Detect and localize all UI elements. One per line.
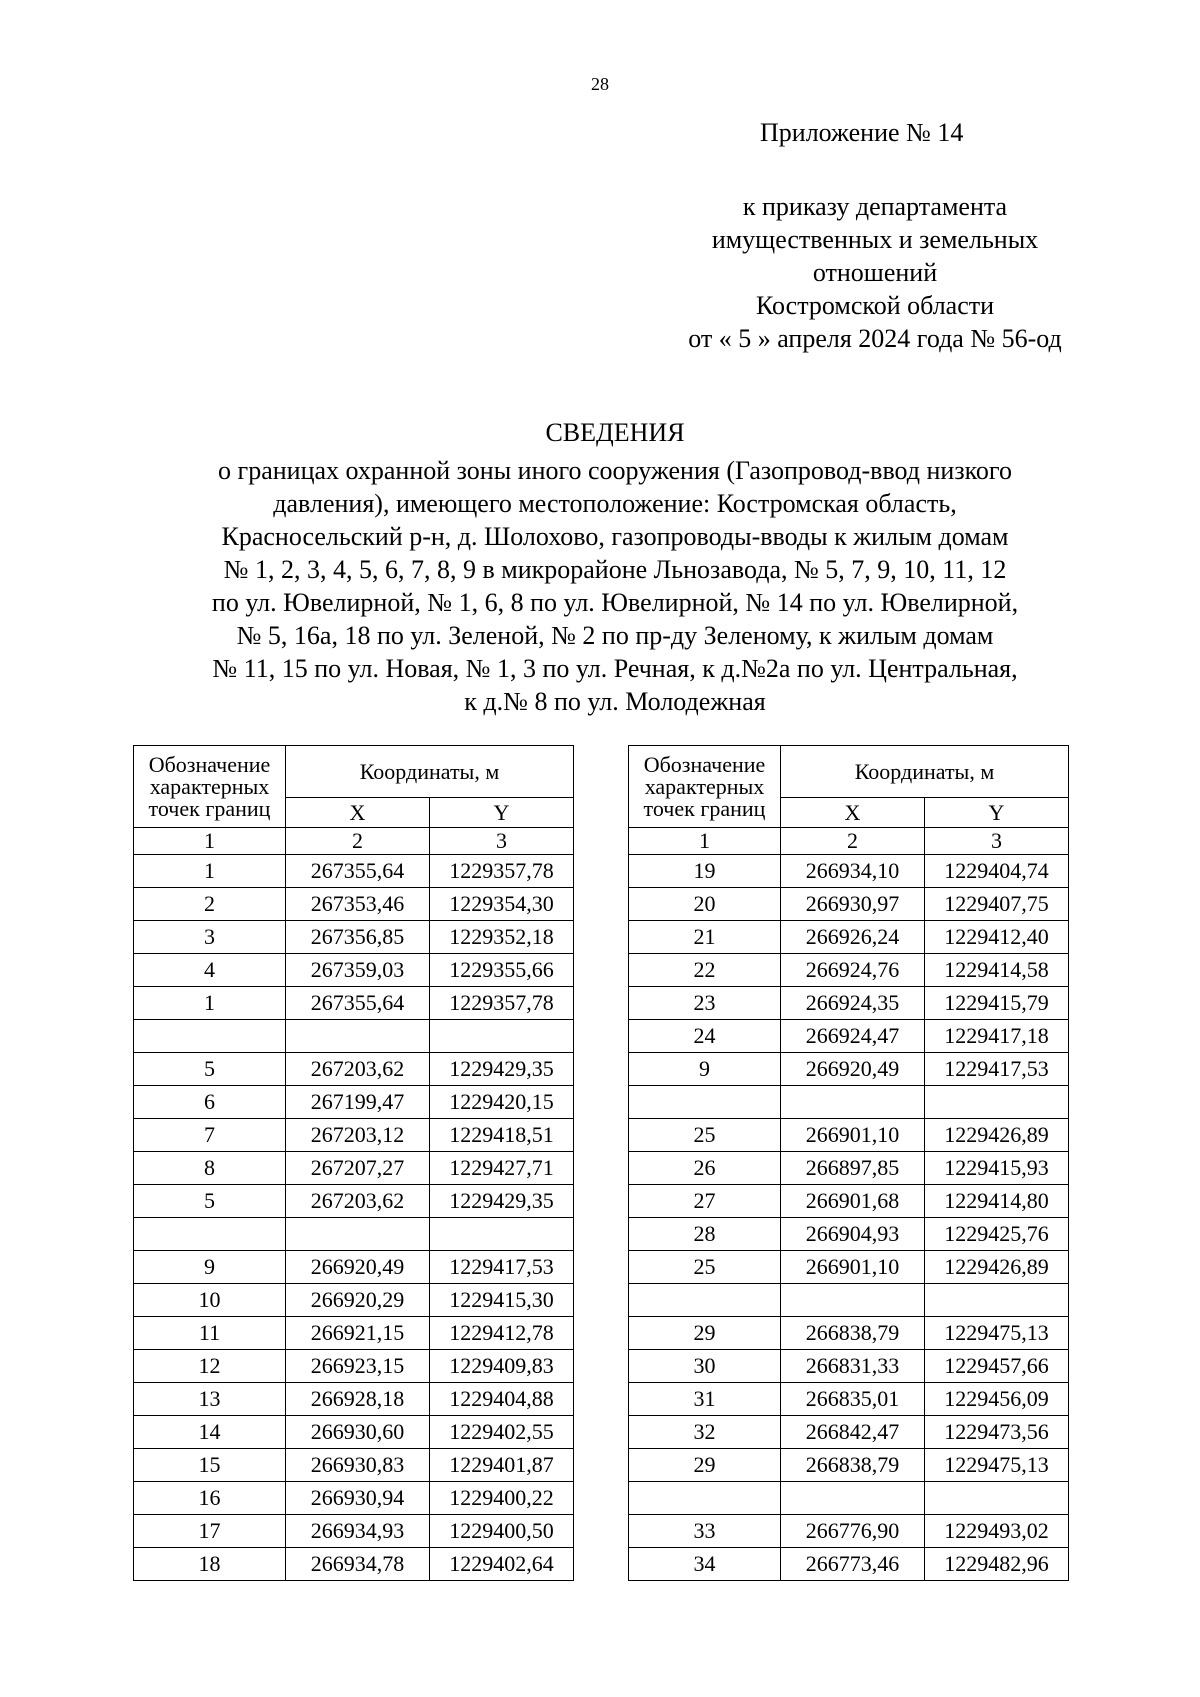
point-number-cell: 18 — [134, 1548, 286, 1581]
order-line: от « 5 » апреля 2024 года № 56-од — [688, 324, 1062, 353]
point-number-cell — [134, 1218, 286, 1251]
x-coordinate-cell: 267355,64 — [286, 855, 430, 888]
table-row — [629, 1053, 1069, 1086]
x-coordinate-cell: 266921,15 — [286, 1317, 430, 1350]
table-row — [629, 1449, 1069, 1482]
header-line: характерных — [644, 773, 765, 799]
document-subtitle — [150, 454, 1080, 718]
x-coordinate-cell: 267207,27 — [286, 1152, 430, 1185]
point-number-cell: 7 — [134, 1119, 286, 1152]
table-row — [134, 954, 574, 987]
x-coordinate-cell: 267199,47 — [286, 1086, 430, 1119]
point-number-cell: 25 — [629, 1251, 781, 1284]
point-number-cell: 26 — [629, 1152, 781, 1185]
table-row — [134, 888, 574, 921]
table-body-right — [629, 855, 1069, 1581]
y-coordinate-cell: 1229404,88 — [430, 1383, 574, 1416]
x-coordinate-cell — [781, 1482, 925, 1515]
coordinates-header: Координаты, м — [286, 746, 574, 798]
y-coordinate-cell — [925, 1086, 1069, 1119]
point-number-cell: 10 — [134, 1284, 286, 1317]
x-coordinate-cell: 266930,94 — [286, 1482, 430, 1515]
table-row — [134, 1218, 574, 1251]
point-number-cell: 15 — [134, 1449, 286, 1482]
y-coordinate-cell: 1229400,50 — [430, 1515, 574, 1548]
point-number-cell: 24 — [629, 1020, 781, 1053]
point-number-cell: 20 — [629, 888, 781, 921]
point-number-cell — [629, 1482, 781, 1515]
point-number-cell: 8 — [134, 1152, 286, 1185]
subtitle-line: о границах охранной зоны иного сооружения (Газопровод-ввод низкого — [218, 456, 1012, 485]
x-coordinate-cell — [286, 1020, 430, 1053]
table-row — [134, 1020, 574, 1053]
x-coordinate-cell — [781, 1086, 925, 1119]
column-number: 3 — [925, 828, 1069, 855]
x-coordinate-cell: 266928,18 — [286, 1383, 430, 1416]
table-row — [629, 954, 1069, 987]
x-coordinate-cell: 266934,78 — [286, 1548, 430, 1581]
y-coordinate-cell: 1229357,78 — [430, 987, 574, 1020]
coordinates-table-right — [628, 745, 1069, 1581]
x-header: X — [286, 798, 430, 828]
column-number: 2 — [286, 828, 430, 855]
point-number-cell: 25 — [629, 1119, 781, 1152]
table-row — [629, 1548, 1069, 1581]
order-line: к приказу департамента — [742, 192, 1008, 221]
table-row — [134, 1053, 574, 1086]
point-number-cell: 27 — [629, 1185, 781, 1218]
y-coordinate-cell: 1229420,15 — [430, 1086, 574, 1119]
point-number-cell — [629, 1086, 781, 1119]
point-number-cell: 9 — [134, 1251, 286, 1284]
table-row — [134, 1185, 574, 1218]
y-coordinate-cell: 1229473,56 — [925, 1416, 1069, 1449]
point-number-cell: 11 — [134, 1317, 286, 1350]
header-line: Обозначение — [643, 751, 766, 777]
table-row — [134, 855, 574, 888]
y-coordinate-cell: 1229417,53 — [430, 1251, 574, 1284]
y-coordinate-cell: 1229407,75 — [925, 888, 1069, 921]
order-reference — [640, 190, 1110, 355]
x-coordinate-cell: 266924,47 — [781, 1020, 925, 1053]
y-coordinate-cell: 1229427,71 — [430, 1152, 574, 1185]
column-number: 1 — [629, 828, 781, 855]
y-coordinate-cell — [925, 1284, 1069, 1317]
y-coordinate-cell: 1229401,87 — [430, 1449, 574, 1482]
point-number-cell: 13 — [134, 1383, 286, 1416]
table-row — [134, 1449, 574, 1482]
header-line: точек границ — [148, 795, 271, 821]
table-row — [134, 921, 574, 954]
x-coordinate-cell: 266920,29 — [286, 1284, 430, 1317]
point-number-cell — [629, 1284, 781, 1317]
point-number-cell: 28 — [629, 1218, 781, 1251]
y-coordinate-cell: 1229418,51 — [430, 1119, 574, 1152]
point-number-cell: 29 — [629, 1317, 781, 1350]
table-row — [629, 921, 1069, 954]
y-coordinate-cell — [925, 1482, 1069, 1515]
y-coordinate-cell: 1229354,30 — [430, 888, 574, 921]
table-row — [629, 1482, 1069, 1515]
point-number-cell: 33 — [629, 1515, 781, 1548]
y-coordinate-cell: 1229357,78 — [430, 855, 574, 888]
y-coordinate-cell — [430, 1218, 574, 1251]
y-coordinate-cell: 1229402,55 — [430, 1416, 574, 1449]
y-coordinate-cell: 1229404,74 — [925, 855, 1069, 888]
table-row — [134, 1383, 574, 1416]
y-coordinate-cell: 1229412,40 — [925, 921, 1069, 954]
table-row — [629, 1317, 1069, 1350]
x-coordinate-cell: 266924,35 — [781, 987, 925, 1020]
y-coordinate-cell: 1229412,78 — [430, 1317, 574, 1350]
x-coordinate-cell: 266923,15 — [286, 1350, 430, 1383]
y-coordinate-cell: 1229426,89 — [925, 1119, 1069, 1152]
y-coordinate-cell: 1229352,18 — [430, 921, 574, 954]
point-number-cell: 1 — [134, 987, 286, 1020]
table-row — [134, 1251, 574, 1284]
subtitle-line: № 11, 15 по ул. Новая, № 1, 3 по ул. Речная, к д.№2а по ул. Центральная, — [212, 654, 1018, 683]
y-coordinate-cell: 1229429,35 — [430, 1053, 574, 1086]
y-header: Y — [430, 798, 574, 828]
point-label-header — [629, 746, 781, 828]
x-coordinate-cell: 266897,85 — [781, 1152, 925, 1185]
x-coordinate-cell: 266831,33 — [781, 1350, 925, 1383]
table-row — [629, 1218, 1069, 1251]
x-coordinate-cell: 266920,49 — [286, 1251, 430, 1284]
table-row — [629, 1515, 1069, 1548]
x-coordinate-cell: 266773,46 — [781, 1548, 925, 1581]
table-row — [134, 1086, 574, 1119]
y-coordinate-cell: 1229414,58 — [925, 954, 1069, 987]
x-coordinate-cell: 267203,62 — [286, 1053, 430, 1086]
y-coordinate-cell: 1229355,66 — [430, 954, 574, 987]
y-coordinate-cell: 1229493,02 — [925, 1515, 1069, 1548]
order-line: Костромской области — [755, 291, 995, 320]
point-number-cell: 21 — [629, 921, 781, 954]
point-number-cell: 12 — [134, 1350, 286, 1383]
coordinates-table-left — [133, 745, 574, 1581]
x-coordinate-cell — [286, 1218, 430, 1251]
y-coordinate-cell: 1229414,80 — [925, 1185, 1069, 1218]
table-row — [134, 1317, 574, 1350]
point-number-cell: 31 — [629, 1383, 781, 1416]
x-coordinate-cell: 266838,79 — [781, 1317, 925, 1350]
coordinates-header: Координаты, м — [781, 746, 1069, 798]
x-coordinate-cell: 266901,10 — [781, 1119, 925, 1152]
table-row — [629, 1383, 1069, 1416]
y-coordinate-cell: 1229475,13 — [925, 1317, 1069, 1350]
x-coordinate-cell: 266930,83 — [286, 1449, 430, 1482]
x-coordinate-cell: 266934,10 — [781, 855, 925, 888]
x-coordinate-cell: 267359,03 — [286, 954, 430, 987]
order-line: отношений — [812, 258, 938, 287]
point-number-cell: 1 — [134, 855, 286, 888]
order-line: имущественных и земельных — [711, 225, 1039, 254]
point-number-cell: 5 — [134, 1185, 286, 1218]
y-coordinate-cell: 1229426,89 — [925, 1251, 1069, 1284]
point-label-header — [134, 746, 286, 828]
subtitle-line: по ул. Ювелирной, № 1, 6, 8 по ул. Ювелирной, № 14 по ул. Ювелирной, — [211, 588, 1019, 617]
table-body-left — [134, 855, 574, 1581]
x-coordinate-cell: 266920,49 — [781, 1053, 925, 1086]
table-row — [629, 855, 1069, 888]
subtitle-line: № 1, 2, 3, 4, 5, 6, 7, 8, 9 в микрорайоне Льнозавода, № 5, 7, 9, 10, 11, 12 — [223, 555, 1007, 584]
appendix-title: Приложение № 14 — [760, 118, 964, 147]
point-number-cell: 3 — [134, 921, 286, 954]
header-line: характерных — [149, 773, 270, 799]
table-row — [134, 1416, 574, 1449]
subtitle-line: № 5, 16а, 18 по ул. Зеленой, № 2 по пр-ду Зеленому, к жилым домам — [236, 621, 994, 650]
y-coordinate-cell — [430, 1020, 574, 1053]
x-coordinate-cell: 266838,79 — [781, 1449, 925, 1482]
column-number: 2 — [781, 828, 925, 855]
x-header: X — [781, 798, 925, 828]
table-row — [629, 1251, 1069, 1284]
point-number-cell: 2 — [134, 888, 286, 921]
point-number-cell: 9 — [629, 1053, 781, 1086]
y-header: Y — [925, 798, 1069, 828]
table-row — [629, 1119, 1069, 1152]
table-row — [629, 1086, 1069, 1119]
x-coordinate-cell: 267355,64 — [286, 987, 430, 1020]
point-number-cell: 6 — [134, 1086, 286, 1119]
point-number-cell: 22 — [629, 954, 781, 987]
subtitle-line: давления), имеющего местоположение: Костромская область, — [273, 489, 957, 518]
table-row — [134, 1119, 574, 1152]
x-coordinate-cell: 266934,93 — [286, 1515, 430, 1548]
table-row — [629, 1020, 1069, 1053]
y-coordinate-cell: 1229429,35 — [430, 1185, 574, 1218]
y-coordinate-cell: 1229400,22 — [430, 1482, 574, 1515]
point-number-cell: 23 — [629, 987, 781, 1020]
x-coordinate-cell: 266901,68 — [781, 1185, 925, 1218]
point-number-cell: 34 — [629, 1548, 781, 1581]
x-coordinate-cell: 266904,93 — [781, 1218, 925, 1251]
x-coordinate-cell: 267356,85 — [286, 921, 430, 954]
point-number-cell: 16 — [134, 1482, 286, 1515]
header-line: точек границ — [643, 795, 766, 821]
table-row — [134, 1482, 574, 1515]
table-row — [134, 1284, 574, 1317]
table-row — [134, 1350, 574, 1383]
x-coordinate-cell: 267203,62 — [286, 1185, 430, 1218]
point-number-cell: 14 — [134, 1416, 286, 1449]
x-coordinate-cell: 266776,90 — [781, 1515, 925, 1548]
column-number: 1 — [134, 828, 286, 855]
table-row — [629, 1185, 1069, 1218]
y-coordinate-cell: 1229402,64 — [430, 1548, 574, 1581]
y-coordinate-cell: 1229425,76 — [925, 1218, 1069, 1251]
x-coordinate-cell — [781, 1284, 925, 1317]
x-coordinate-cell: 266924,76 — [781, 954, 925, 987]
table-row — [134, 1515, 574, 1548]
x-coordinate-cell: 266901,10 — [781, 1251, 925, 1284]
point-number-cell: 19 — [629, 855, 781, 888]
point-number-cell: 17 — [134, 1515, 286, 1548]
table-row — [629, 987, 1069, 1020]
table-row — [134, 987, 574, 1020]
y-coordinate-cell: 1229415,93 — [925, 1152, 1069, 1185]
x-coordinate-cell: 267353,46 — [286, 888, 430, 921]
x-coordinate-cell: 266842,47 — [781, 1416, 925, 1449]
point-number-cell — [134, 1020, 286, 1053]
x-coordinate-cell: 266926,24 — [781, 921, 925, 954]
x-coordinate-cell: 266835,01 — [781, 1383, 925, 1416]
point-number-cell: 29 — [629, 1449, 781, 1482]
x-coordinate-cell: 266930,60 — [286, 1416, 430, 1449]
subtitle-line: к д.№ 8 по ул. Молодежная — [464, 687, 766, 716]
y-coordinate-cell: 1229475,13 — [925, 1449, 1069, 1482]
point-number-cell: 4 — [134, 954, 286, 987]
column-number: 3 — [430, 828, 574, 855]
x-coordinate-cell: 266930,97 — [781, 888, 925, 921]
y-coordinate-cell: 1229456,09 — [925, 1383, 1069, 1416]
table-row — [629, 888, 1069, 921]
table-row — [134, 1152, 574, 1185]
table-row — [629, 1416, 1069, 1449]
table-row — [629, 1152, 1069, 1185]
header-line: Обозначение — [148, 751, 271, 777]
page-number: 28 — [591, 74, 609, 94]
point-number-cell: 5 — [134, 1053, 286, 1086]
y-coordinate-cell: 1229417,18 — [925, 1020, 1069, 1053]
y-coordinate-cell: 1229415,79 — [925, 987, 1069, 1020]
y-coordinate-cell: 1229409,83 — [430, 1350, 574, 1383]
x-coordinate-cell: 267203,12 — [286, 1119, 430, 1152]
y-coordinate-cell: 1229415,30 — [430, 1284, 574, 1317]
y-coordinate-cell: 1229482,96 — [925, 1548, 1069, 1581]
point-number-cell: 30 — [629, 1350, 781, 1383]
document-heading: СВЕДЕНИЯ — [545, 418, 685, 447]
table-row — [629, 1284, 1069, 1317]
table-row — [134, 1548, 574, 1581]
subtitle-line: Красносельский р-н, д. Шолохово, газопроводы-вводы к жилым домам — [221, 522, 1009, 551]
y-coordinate-cell: 1229417,53 — [925, 1053, 1069, 1086]
table-row — [629, 1350, 1069, 1383]
point-number-cell: 32 — [629, 1416, 781, 1449]
y-coordinate-cell: 1229457,66 — [925, 1350, 1069, 1383]
